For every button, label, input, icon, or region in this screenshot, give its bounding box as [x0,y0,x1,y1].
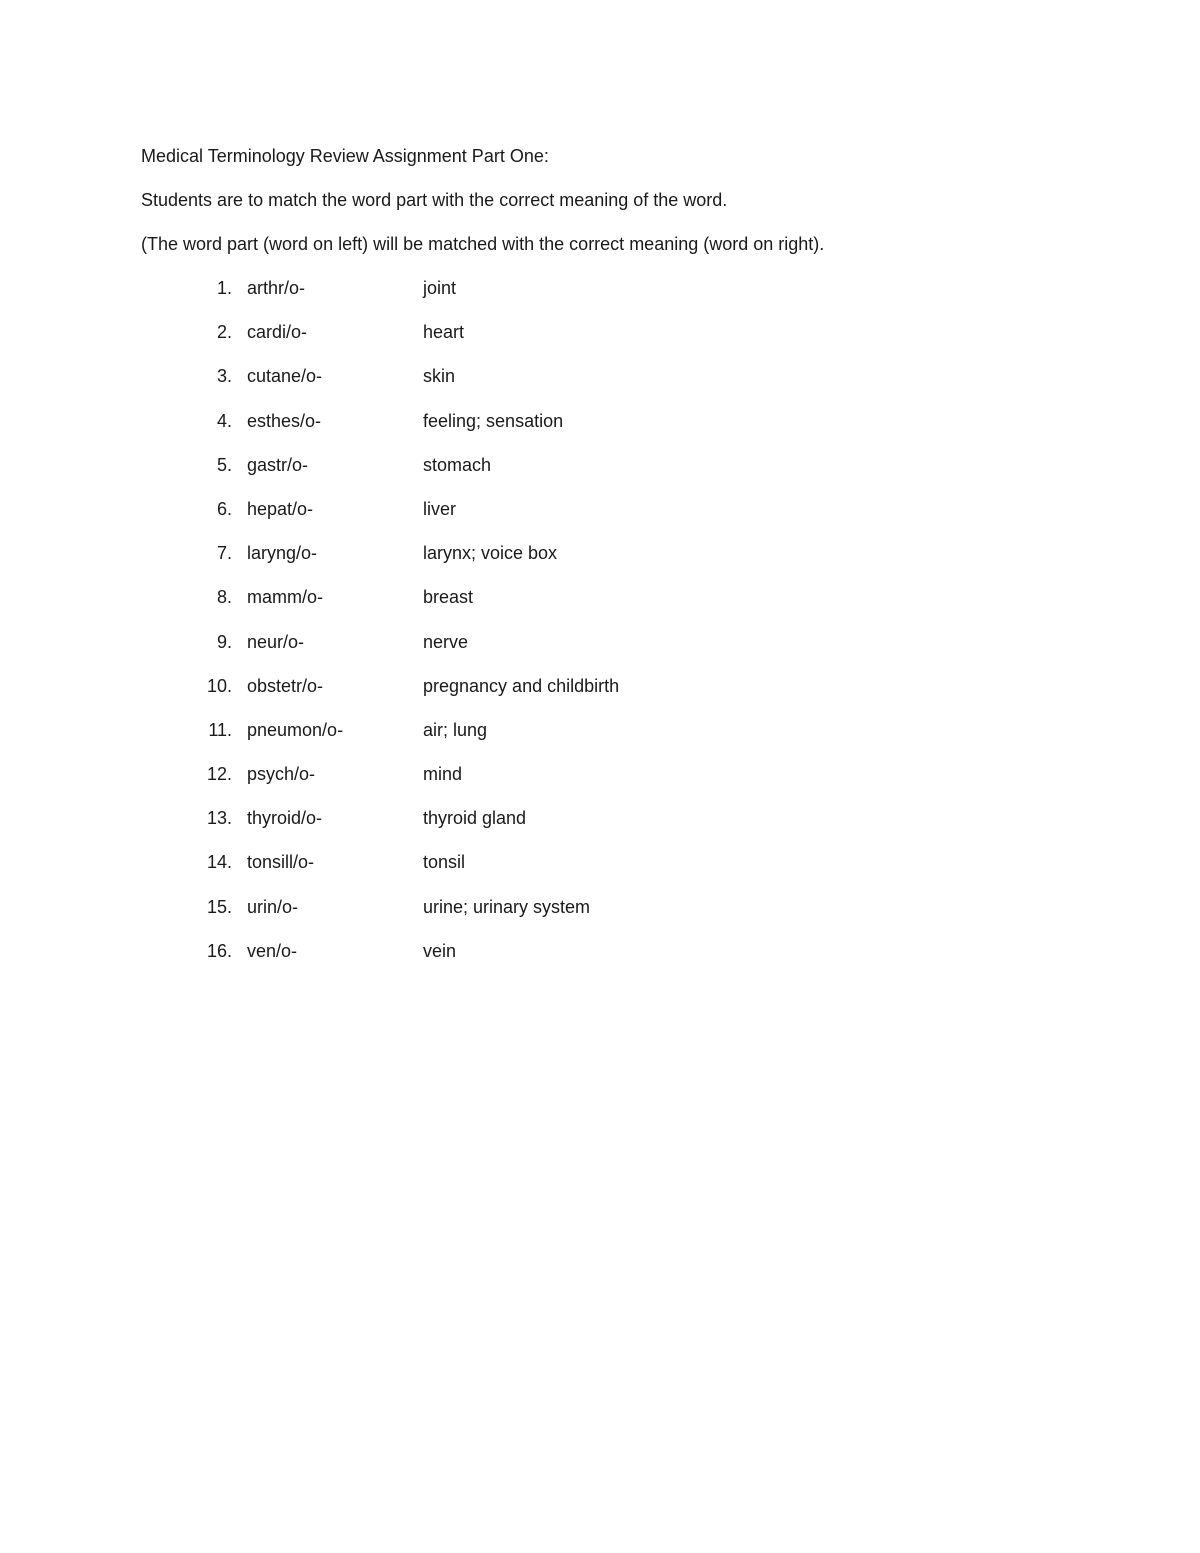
term-list [0,277,1200,984]
list-item [0,719,1200,763]
item-number: 3. [216,366,232,387]
list-item [0,631,1200,675]
list-item [0,763,1200,807]
word-part: esthes/o- [247,410,322,431]
list-item [0,940,1200,984]
word-part: arthr/o- [247,278,306,298]
word-meaning: vein [423,940,457,961]
document-title: Medical Terminology Review Assignment Part One: [141,146,549,166]
word-part: urin/o- [247,896,299,917]
word-part: gastr/o- [247,454,309,475]
word-part: ven/o- [247,940,298,961]
item-number: 12. [206,764,232,785]
word-meaning: skin [423,366,456,387]
list-item [0,851,1200,895]
word-meaning: joint [423,278,457,298]
word-meaning: nerve [423,631,469,652]
word-part: cutane/o- [247,366,323,387]
item-number: 11. [208,719,232,740]
word-part: hepat/o- [247,498,314,519]
word-meaning: feeling; sensation [423,410,564,431]
word-meaning: larynx; voice box [423,543,558,564]
list-item [0,321,1200,365]
word-part: thyroid/o- [247,808,323,829]
item-number: 1. [216,278,232,298]
item-number: 10. [206,675,232,696]
word-meaning: pregnancy and childbirth [423,675,620,696]
word-part: cardi/o- [247,322,308,343]
word-part: obstetr/o- [247,675,324,696]
word-part: pneumon/o- [247,719,344,740]
item-number: 6. [216,498,232,519]
word-meaning: mind [423,764,463,785]
item-number: 4. [216,410,232,431]
item-number: 7. [216,543,232,564]
word-meaning: tonsil [423,852,466,873]
word-meaning: thyroid gland [423,808,527,829]
word-part: laryng/o- [247,543,318,564]
item-number: 13. [206,808,232,829]
item-number: 2. [216,322,232,343]
word-meaning: liver [423,498,457,519]
note-text: (The word part (word on left) will be matched with the correct meaning (word on right). [141,234,825,254]
list-item [0,896,1200,940]
word-part: psych/o- [247,764,316,785]
list-item [0,498,1200,542]
word-meaning: urine; urinary system [423,896,591,917]
item-number: 8. [216,587,232,608]
item-number: 15. [206,896,232,917]
word-part: tonsill/o- [247,852,315,873]
list-item [0,586,1200,630]
list-item [0,542,1200,586]
instruction-text: Students are to match the word part with the correct meaning of the word. [141,190,728,210]
word-meaning: breast [423,587,474,608]
list-item [0,365,1200,409]
item-number: 16. [206,940,232,961]
word-meaning: heart [423,322,465,343]
list-item [0,807,1200,851]
item-number: 9. [216,631,232,652]
word-part: mamm/o- [247,587,323,608]
list-item [0,675,1200,719]
list-item [0,454,1200,498]
list-item [0,410,1200,454]
list-item [0,277,1200,321]
item-number: 5. [216,454,232,475]
item-number: 14. [206,852,232,873]
word-meaning: air; lung [423,719,488,740]
word-part: neur/o- [247,631,305,652]
word-meaning: stomach [423,454,492,475]
